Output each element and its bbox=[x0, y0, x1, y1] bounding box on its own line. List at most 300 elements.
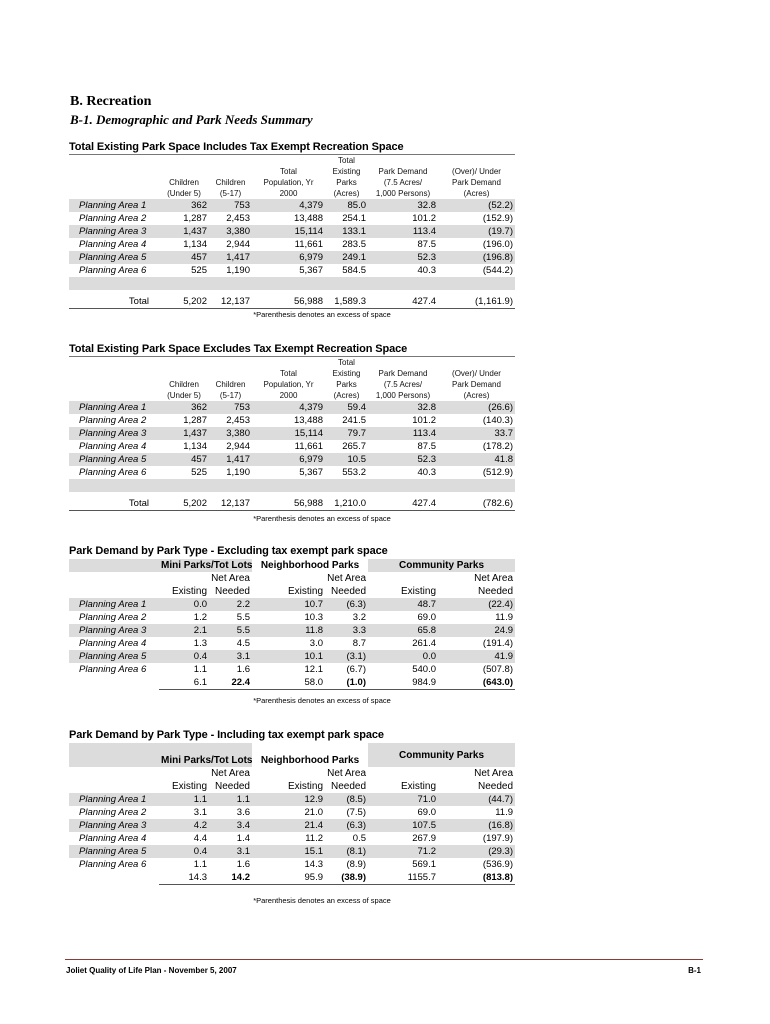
cell: 265.7 bbox=[342, 441, 366, 452]
cell: 3.0 bbox=[309, 638, 323, 649]
cell: 241.5 bbox=[342, 415, 366, 426]
cell: 540.0 bbox=[412, 664, 437, 675]
cell: (507.8) bbox=[482, 664, 514, 675]
cell: 14.3 bbox=[304, 859, 323, 870]
cell: 2.2 bbox=[209, 598, 252, 611]
total-cell: 427.4 bbox=[368, 295, 438, 309]
group-header: Neighborhood Parks bbox=[252, 743, 368, 767]
row-label: Planning Area 3 bbox=[69, 624, 159, 637]
cell: 101.2 bbox=[412, 213, 436, 224]
cell: (16.8) bbox=[438, 819, 515, 832]
total-cell: 427.4 bbox=[368, 497, 438, 511]
cell: 5,367 bbox=[299, 265, 323, 276]
row-label: Planning Area 1 bbox=[69, 401, 159, 414]
total-cell: 6.1 bbox=[159, 676, 209, 690]
column-header bbox=[159, 155, 209, 166]
cell: 11,661 bbox=[294, 239, 323, 250]
header-row bbox=[69, 379, 515, 390]
cell: 1.1 bbox=[159, 793, 209, 806]
table2-title: Total Existing Park Space Excludes Tax Exempt Recreation Space bbox=[69, 343, 408, 355]
subheader-cell bbox=[69, 780, 159, 793]
subheader-cell bbox=[252, 572, 325, 585]
total-cell: 56,988 bbox=[252, 295, 325, 309]
total-row bbox=[69, 295, 515, 309]
total-cell: 984.9 bbox=[368, 676, 438, 690]
cell: 584.5 bbox=[342, 265, 366, 276]
total-cell: 1,589.3 bbox=[325, 295, 368, 309]
column-header: Total bbox=[338, 156, 355, 165]
net-area-header: Net Area bbox=[327, 768, 367, 779]
cell: 52.3 bbox=[368, 453, 438, 466]
table-row bbox=[69, 650, 515, 663]
cell: 0.0 bbox=[368, 650, 438, 663]
column-header: Existing bbox=[332, 369, 361, 378]
column-header bbox=[159, 357, 209, 368]
column-header: Children bbox=[215, 380, 246, 389]
spacer-row bbox=[69, 277, 515, 290]
spacer-cell bbox=[368, 277, 438, 290]
column-header bbox=[159, 166, 209, 177]
cell: 41.9 bbox=[438, 650, 515, 663]
table-row bbox=[69, 414, 515, 427]
total-cell: 14.3 bbox=[159, 871, 209, 885]
subheader-cell bbox=[368, 572, 438, 585]
cell: 32.8 bbox=[368, 401, 438, 414]
table-row bbox=[69, 466, 515, 479]
cell: 457 bbox=[159, 251, 209, 264]
table-row bbox=[69, 663, 515, 676]
spacer-cell bbox=[159, 277, 209, 290]
spacer-cell bbox=[209, 479, 252, 492]
cell: (140.3) bbox=[482, 415, 513, 426]
subheader-row bbox=[69, 767, 515, 780]
cell: 11.9 bbox=[495, 612, 514, 623]
cell: (196.8) bbox=[438, 251, 515, 264]
group-spacer bbox=[69, 559, 159, 572]
column-header: Parks bbox=[336, 380, 357, 389]
table1-note: *Parenthesis denotes an excess of space bbox=[253, 310, 391, 319]
cell: 4.5 bbox=[236, 638, 250, 649]
table-row bbox=[69, 845, 515, 858]
column-header: (Acres) bbox=[333, 391, 360, 400]
cell: (512.9) bbox=[482, 467, 513, 478]
table-row bbox=[69, 427, 515, 440]
header-row bbox=[69, 368, 515, 379]
cell: 569.1 bbox=[412, 859, 437, 870]
total-cell: 1,210.0 bbox=[325, 497, 368, 511]
cell: 1,437 bbox=[159, 427, 209, 440]
table-row bbox=[69, 401, 515, 414]
cell: (26.6) bbox=[438, 401, 515, 414]
header-row bbox=[69, 166, 515, 177]
header-row bbox=[69, 390, 515, 401]
spacer-cell bbox=[438, 479, 515, 492]
cell: 1,134 bbox=[183, 441, 207, 452]
total-label bbox=[69, 871, 159, 885]
row-label: Planning Area 5 bbox=[69, 845, 159, 858]
table4-title: Park Demand by Park Type - Including tax exempt park space bbox=[69, 729, 384, 741]
header-row bbox=[69, 177, 515, 188]
net-area-header: Net Area bbox=[211, 768, 250, 779]
cell: (3.1) bbox=[325, 650, 368, 663]
cell: 65.8 bbox=[368, 624, 438, 637]
cell: (29.3) bbox=[438, 845, 515, 858]
cell: 261.4 bbox=[412, 638, 437, 649]
cell: (6.3) bbox=[325, 598, 368, 611]
spacer-cell bbox=[325, 277, 368, 290]
column-header: 1,000 Persons) bbox=[375, 189, 431, 198]
row-label: Planning Area 1 bbox=[69, 598, 159, 611]
header-row bbox=[69, 188, 515, 199]
total-cell: 22.4 bbox=[209, 676, 252, 690]
spacer-cell bbox=[159, 479, 209, 492]
cell: (22.4) bbox=[438, 598, 515, 611]
row-label: Planning Area 5 bbox=[69, 453, 159, 466]
header-cell bbox=[69, 368, 159, 379]
cell: (44.7) bbox=[438, 793, 515, 806]
table3-note: *Parenthesis denotes an excess of space bbox=[253, 696, 391, 705]
column-header bbox=[368, 357, 438, 368]
cell: 1,134 bbox=[183, 239, 207, 250]
cell: 4,379 bbox=[252, 401, 325, 414]
cell: 10.5 bbox=[325, 453, 368, 466]
header-cell bbox=[69, 390, 159, 401]
group-header: Mini Parks/Tot Lots bbox=[159, 743, 252, 767]
cell: 2.1 bbox=[159, 624, 209, 637]
column-header: (7.5 Acres/ bbox=[383, 380, 423, 389]
cell: (197.9) bbox=[482, 833, 514, 844]
cell: 0.0 bbox=[159, 598, 209, 611]
row-label: Planning Area 5 bbox=[69, 650, 159, 663]
group-header: Neighborhood Parks bbox=[252, 559, 368, 572]
cell: (8.1) bbox=[325, 845, 368, 858]
cell: 3.4 bbox=[209, 819, 252, 832]
cell: 71.0 bbox=[368, 793, 438, 806]
cell: 5.5 bbox=[236, 612, 250, 623]
table-row bbox=[69, 453, 515, 466]
cell: 1.3 bbox=[193, 638, 207, 649]
cell: 0.5 bbox=[352, 833, 367, 844]
cell: (19.7) bbox=[438, 225, 515, 238]
spacer-cell bbox=[325, 479, 368, 492]
row-label: Planning Area 6 bbox=[79, 664, 147, 675]
spacer-cell bbox=[252, 277, 325, 290]
cell: 8.7 bbox=[352, 638, 367, 649]
cell: 267.9 bbox=[412, 833, 437, 844]
cell: 40.3 bbox=[417, 265, 436, 276]
cell: 1.6 bbox=[236, 664, 250, 675]
needed-header: Needed bbox=[214, 586, 250, 597]
net-area-header: Net Area bbox=[211, 573, 250, 584]
column-header: (5-17) bbox=[219, 189, 242, 198]
table-row bbox=[69, 637, 515, 650]
cell: 1.4 bbox=[236, 833, 250, 844]
cell: 4,379 bbox=[252, 199, 325, 212]
group-header-row bbox=[69, 743, 515, 767]
cell: 2,453 bbox=[226, 213, 250, 224]
cell: 2,453 bbox=[226, 415, 250, 426]
table-row bbox=[69, 264, 515, 277]
table-row bbox=[69, 251, 515, 264]
cell: 2,944 bbox=[226, 239, 250, 250]
cell: 113.4 bbox=[368, 427, 438, 440]
cell: (536.9) bbox=[482, 859, 514, 870]
spacer-cell bbox=[209, 277, 252, 290]
cell: 1,287 bbox=[183, 213, 207, 224]
column-header: (Acres) bbox=[463, 189, 490, 198]
total-cell: 56,988 bbox=[252, 497, 325, 511]
table-row bbox=[69, 624, 515, 637]
table-row bbox=[69, 212, 515, 225]
total-label: Total bbox=[69, 295, 159, 309]
cell: 1,437 bbox=[159, 225, 209, 238]
column-header bbox=[438, 155, 515, 166]
column-header: (Acres) bbox=[463, 391, 490, 400]
cell: 107.5 bbox=[368, 819, 438, 832]
needed-header: Needed bbox=[477, 781, 514, 792]
cell: 362 bbox=[159, 401, 209, 414]
row-label: Planning Area 4 bbox=[79, 638, 147, 649]
column-header bbox=[438, 357, 515, 368]
cell: 1,190 bbox=[226, 467, 250, 478]
existing-header: Existing bbox=[287, 586, 323, 597]
total-cell: 12,137 bbox=[209, 497, 252, 511]
cell: (8.5) bbox=[325, 793, 368, 806]
table-row bbox=[69, 832, 515, 845]
cell: 283.5 bbox=[342, 239, 366, 250]
spacer-row bbox=[69, 479, 515, 492]
column-header bbox=[368, 155, 438, 166]
cell: 12.9 bbox=[252, 793, 325, 806]
existing-header: Existing bbox=[401, 781, 437, 792]
needed-header: Needed bbox=[214, 781, 250, 792]
cell: 15,114 bbox=[252, 427, 325, 440]
column-header bbox=[159, 368, 209, 379]
total-row bbox=[69, 871, 515, 885]
cell: 12.1 bbox=[304, 664, 323, 675]
row-label: Planning Area 5 bbox=[69, 251, 159, 264]
total-label: Total bbox=[69, 497, 159, 511]
section-subheading: B-1. Demographic and Park Needs Summary bbox=[70, 112, 313, 127]
column-header: (Under 5) bbox=[167, 391, 201, 400]
total-label bbox=[69, 676, 159, 690]
row-label: Planning Area 2 bbox=[79, 807, 147, 818]
cell: 41.8 bbox=[438, 453, 515, 466]
row-label: Planning Area 1 bbox=[69, 199, 159, 212]
group-header: Community Parks bbox=[368, 559, 515, 572]
footer-rule bbox=[65, 959, 703, 960]
total-cell: (38.9) bbox=[325, 871, 368, 885]
column-header: Existing bbox=[332, 167, 361, 176]
total-row bbox=[69, 676, 515, 690]
cell: (196.0) bbox=[482, 239, 513, 250]
cell: 5.5 bbox=[209, 624, 252, 637]
needed-header: Needed bbox=[330, 586, 367, 597]
total-cell: 95.9 bbox=[252, 871, 325, 885]
column-header bbox=[252, 155, 325, 166]
cell: 1.1 bbox=[193, 859, 207, 870]
cell: 1.2 bbox=[193, 612, 207, 623]
spacer-cell bbox=[368, 479, 438, 492]
cell: 32.8 bbox=[368, 199, 438, 212]
cell: 10.1 bbox=[252, 650, 325, 663]
needed-header: Needed bbox=[330, 781, 367, 792]
total-row bbox=[69, 497, 515, 511]
column-header bbox=[209, 166, 252, 177]
cell: 11,661 bbox=[294, 441, 323, 452]
cell: 11.9 bbox=[495, 807, 514, 818]
column-header: Children bbox=[169, 178, 199, 187]
cell: 69.0 bbox=[417, 807, 437, 818]
cell: 11.2 bbox=[305, 833, 323, 844]
column-header: Park Demand bbox=[452, 178, 501, 187]
column-header: (Over)/ Under bbox=[452, 369, 501, 378]
cell: (8.9) bbox=[346, 859, 367, 870]
header-row bbox=[69, 155, 515, 166]
cell: 0.4 bbox=[159, 845, 209, 858]
column-header bbox=[252, 357, 325, 368]
row-label: Planning Area 6 bbox=[79, 859, 147, 870]
cell: 15,114 bbox=[252, 225, 325, 238]
cell: 48.7 bbox=[368, 598, 438, 611]
total-cell: (643.0) bbox=[438, 676, 515, 690]
subheader-row bbox=[69, 780, 515, 793]
table-row bbox=[69, 611, 515, 624]
total-cell: 58.0 bbox=[252, 676, 325, 690]
spacer-cell bbox=[252, 479, 325, 492]
column-header bbox=[209, 155, 252, 166]
cell: 21.4 bbox=[252, 819, 325, 832]
cell: 3.2 bbox=[352, 612, 367, 623]
cell: 3.1 bbox=[193, 807, 207, 818]
column-header: (Under 5) bbox=[167, 189, 201, 198]
table-row bbox=[69, 238, 515, 251]
cell: 753 bbox=[209, 199, 252, 212]
subheader-cell bbox=[159, 767, 209, 780]
subheader-cell bbox=[252, 767, 325, 780]
cell: 5,367 bbox=[299, 467, 323, 478]
row-label: Planning Area 3 bbox=[69, 427, 159, 440]
row-label: Planning Area 6 bbox=[79, 467, 147, 478]
cell: 13,488 bbox=[293, 213, 323, 224]
cell: (178.2) bbox=[482, 441, 513, 452]
cell: 362 bbox=[159, 199, 209, 212]
column-header: Children bbox=[169, 380, 199, 389]
existing-header: Existing bbox=[287, 781, 323, 792]
cell: 71.2 bbox=[368, 845, 438, 858]
cell: 33.7 bbox=[438, 427, 515, 440]
column-header: Population, Yr bbox=[263, 380, 314, 389]
cell: 133.1 bbox=[325, 225, 368, 238]
subheader-row bbox=[69, 572, 515, 585]
cell: 85.0 bbox=[325, 199, 368, 212]
group-header: Mini Parks/Tot Lots bbox=[161, 560, 252, 571]
cell: 1.6 bbox=[236, 859, 250, 870]
table-row bbox=[69, 440, 515, 453]
cell: 40.3 bbox=[417, 467, 436, 478]
subheader-row bbox=[69, 585, 515, 598]
column-header: 2000 bbox=[279, 391, 298, 400]
cell: 553.2 bbox=[342, 467, 366, 478]
row-label: Planning Area 4 bbox=[79, 833, 147, 844]
header-cell bbox=[69, 166, 159, 177]
cell: 6,979 bbox=[252, 251, 325, 264]
header-cell bbox=[69, 188, 159, 199]
net-area-header: Net Area bbox=[327, 573, 367, 584]
total-cell: 5,202 bbox=[159, 295, 209, 309]
cell: 457 bbox=[159, 453, 209, 466]
cell: 3.1 bbox=[209, 650, 252, 663]
cell: 21.0 bbox=[304, 807, 323, 818]
row-label: Planning Area 4 bbox=[79, 441, 147, 452]
subheader-cell bbox=[368, 767, 438, 780]
subheader-cell bbox=[159, 572, 209, 585]
row-label: Planning Area 1 bbox=[69, 793, 159, 806]
net-area-header: Net Area bbox=[474, 573, 514, 584]
cell: 13,488 bbox=[293, 415, 323, 426]
column-header: Population, Yr bbox=[263, 178, 314, 187]
cell: 101.2 bbox=[412, 415, 436, 426]
cell: 525 bbox=[191, 467, 207, 478]
total-cell: 14.2 bbox=[209, 871, 252, 885]
table3-title: Park Demand by Park Type - Excluding tax exempt park space bbox=[69, 545, 388, 557]
table-row bbox=[69, 793, 515, 806]
existing-header: Existing bbox=[171, 586, 207, 597]
net-area-header: Net Area bbox=[474, 768, 514, 779]
cell: 249.1 bbox=[325, 251, 368, 264]
cell: 3.3 bbox=[325, 624, 368, 637]
spacer-cell bbox=[438, 277, 515, 290]
column-header: (Over)/ Under bbox=[452, 167, 501, 176]
row-label: Planning Area 2 bbox=[79, 213, 147, 224]
column-header: Park Demand bbox=[378, 167, 428, 176]
cell: 0.4 bbox=[159, 650, 209, 663]
column-header: Park Demand bbox=[452, 380, 501, 389]
header-cell bbox=[69, 155, 159, 166]
existing-header: Existing bbox=[401, 586, 437, 597]
cell: 69.0 bbox=[417, 612, 437, 623]
total-cell: (782.6) bbox=[438, 497, 515, 511]
spacer-cell bbox=[69, 277, 159, 290]
table-row bbox=[69, 806, 515, 819]
cell: 15.1 bbox=[252, 845, 325, 858]
column-header: Total bbox=[280, 369, 297, 378]
cell: 113.4 bbox=[368, 225, 438, 238]
column-header: Parks bbox=[336, 178, 357, 187]
cell: 1,287 bbox=[183, 415, 207, 426]
subheader-cell bbox=[69, 585, 159, 598]
column-header: 2000 bbox=[279, 189, 298, 198]
table2-note: *Parenthesis denotes an excess of space bbox=[253, 514, 391, 523]
needed-header: Needed bbox=[477, 586, 514, 597]
table2 bbox=[69, 357, 515, 511]
row-label: Planning Area 3 bbox=[69, 819, 159, 832]
table-row bbox=[69, 598, 515, 611]
row-label: Planning Area 2 bbox=[79, 415, 147, 426]
page-number: B-1 bbox=[688, 966, 701, 975]
cell: 24.9 bbox=[438, 624, 515, 637]
table1 bbox=[69, 155, 515, 309]
cell: 52.3 bbox=[368, 251, 438, 264]
cell: (544.2) bbox=[482, 265, 513, 276]
row-label: Planning Area 2 bbox=[79, 612, 147, 623]
table-row bbox=[69, 819, 515, 832]
total-cell: (1,161.9) bbox=[438, 295, 515, 309]
cell: 10.3 bbox=[304, 612, 323, 623]
cell: 3.1 bbox=[209, 845, 252, 858]
row-label: Planning Area 4 bbox=[79, 239, 147, 250]
cell: 4.2 bbox=[159, 819, 209, 832]
